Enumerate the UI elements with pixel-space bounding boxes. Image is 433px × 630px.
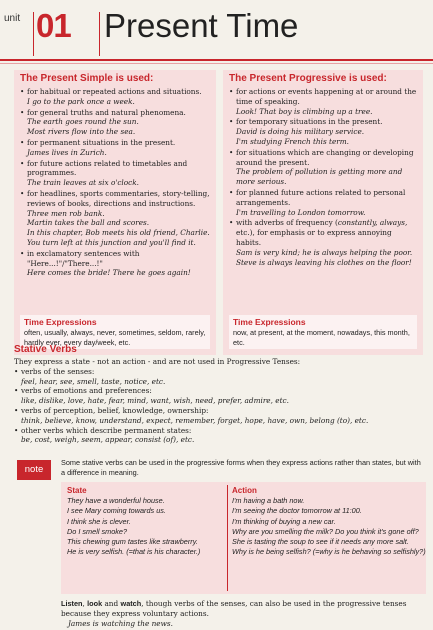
state-example: He is very selfish. (=that is his character.)	[67, 547, 201, 557]
example: Sam is very kind; he is always helping the poor.	[236, 247, 413, 257]
note-intro: Some stative verbs can be used in the progressive forms when they express actions rather than states, but with a difference in meaning.	[61, 458, 421, 477]
stative-verbs-section	[14, 344, 424, 445]
example: Steve is always leaving his clothes on the floor!	[236, 257, 412, 267]
list-item: • for headlines, sports commentaries, story-telling, reviews of books, directions and instructions. Three men rob bank. Martin takes the ball and scores. In this chapter, Bob meets his old friend, Charlie. You turn left at this junction and you'll find it.	[20, 189, 211, 248]
list-item: • for future actions related to timetables and programmes. The train leaves at six o'clock.	[20, 159, 211, 188]
example: think, believe, know, understand, expect, remember, forget, hope, have, own, belong (to), etc.	[21, 415, 369, 425]
action-example: She is tasting the soup to see if it needs any more salt.	[232, 537, 409, 547]
action-example: I'm seeing the doctor tomorrow at 11:00.	[232, 506, 362, 516]
present-simple-panel	[14, 70, 216, 355]
example: The train leaves at six o'clock.	[27, 178, 139, 188]
header-rule	[0, 59, 433, 61]
example: like, dislike, love, hate, fear, mind, want, wish, need, prefer, admire, etc.	[21, 396, 289, 406]
state-example: This chewing gum tastes like strawberry.	[67, 537, 198, 547]
present-progressive-panel	[223, 70, 423, 355]
stative-verbs-title: Stative Verbs	[14, 344, 77, 355]
state-column	[67, 485, 243, 558]
header-divider-right	[99, 12, 100, 56]
example: You turn left at this junction and you'll find it.	[27, 237, 196, 247]
time-expressions-title: Time Expressions	[233, 317, 306, 327]
example: Martin takes the ball and scores.	[27, 218, 150, 228]
action-example: Why are you smelling the milk? Do you think it's gone off?	[232, 526, 419, 536]
header-divider-left	[33, 12, 34, 56]
example: I'm travelling to London tomorrow.	[236, 207, 366, 217]
example: I go to the park once a week.	[27, 96, 135, 106]
header-rule-thin	[0, 63, 433, 64]
state-title: State	[67, 486, 87, 495]
list-item: • for habitual or repeated actions and situations. I go to the park once a week.	[20, 87, 211, 107]
example: David is doing his military service.	[236, 127, 365, 137]
time-expressions-text: often, usually, always, never, sometimes, seldom, rarely, hardly ever, every day/week, etc.	[24, 328, 206, 347]
example: The problem of pollution is getting more and more serious.	[236, 167, 403, 187]
list-item: • for permanent situations in the present. James lives in Zurich.	[20, 138, 211, 158]
example: The earth goes round the sun.	[27, 117, 139, 127]
action-example: Why is he being selfish? (=why is he behaving so selfishly?)	[232, 547, 426, 557]
example: James lives in Zurich.	[27, 147, 107, 157]
state-example: They have a wonderful house.	[67, 496, 165, 505]
page-header	[0, 0, 433, 62]
action-example: I'm having a bath now.	[232, 496, 305, 505]
unit-number: 01	[36, 7, 71, 44]
list-item: • verbs of the senses:	[14, 367, 424, 377]
present-progressive-title: The Present Progressive is used:	[229, 73, 387, 84]
present-simple-uses	[14, 87, 216, 278]
example: Most rivers flow into the sea.	[27, 127, 136, 137]
example: feel, hear, see, smell, taste, notice, etc.	[21, 376, 166, 386]
example: be, cost, weigh, seem, appear, consist (of), etc.	[21, 435, 195, 445]
state-action-table	[61, 482, 426, 594]
note-tag: note	[17, 460, 51, 480]
list-item: • for general truths and natural phenomena. The earth goes round the sun. Most rivers flow into the sea.	[20, 108, 211, 137]
list-item: • in exclamatory sentences with "Here...!"/"There...!" Here comes the bride! There he goes again!	[20, 249, 211, 278]
note-outro: Listen, look and watch, though verbs of the senses, can also be used in the progressive tenses because they express voluntary actions. James is watching the news.	[61, 599, 426, 628]
state-example: Do I smell smoke?	[67, 526, 128, 536]
state-example: I see Mary coming towards us.	[67, 506, 166, 516]
example: I'm studying French this term.	[236, 136, 350, 146]
action-example: I'm thinking of buying a new car.	[232, 516, 336, 526]
stative-intro: They express a state - not an action - and are not used in Progressive Tenses:	[14, 357, 301, 366]
action-title: Action	[232, 486, 257, 495]
page-title: Present Time	[104, 7, 299, 44]
present-progressive-uses	[223, 87, 423, 267]
example: Look! That boy is climbing up a tree.	[236, 106, 373, 116]
present-simple-title: The Present Simple is used:	[20, 73, 154, 84]
list-item: • verbs of emotions and preferences:	[14, 386, 424, 396]
note-section	[14, 458, 426, 626]
list-item: • for actions or events happening at or around the time of speaking. Look! That boy is climbing up a tree.	[229, 87, 418, 116]
example: Three men rob bank.	[27, 208, 105, 218]
unit-label: unit	[4, 13, 21, 24]
list-item: • for temporary situations in the present. David is doing his military service. I'm studying French this term.	[229, 117, 418, 146]
example: Here comes the bride! There he goes again!	[27, 268, 191, 278]
state-example: I think she is clever.	[67, 516, 131, 526]
example: In this chapter, Bob meets his old friend, Charlie.	[27, 228, 210, 238]
example: James is watching the news.	[68, 618, 173, 628]
time-expressions-text: now, at present, at the moment, nowadays, this month, etc.	[233, 328, 410, 347]
list-item: • verbs of perception, belief, knowledge, ownership:	[14, 406, 424, 416]
list-item: • for planned future actions related to personal arrangements. I'm travelling to London tomorrow.	[229, 188, 418, 217]
list-item: • with adverbs of frequency (constantly, always, etc.), for emphasis or to express annoying habits. Sam is very kind; he is always helping the poor. Steve is always leaving his clothes on the floor!	[229, 218, 418, 267]
action-column	[227, 485, 428, 591]
list-item: • other verbs which describe permanent states:	[14, 426, 424, 436]
list-item: • for situations which are changing or developing around the present. The problem of pollution is getting more and more serious.	[229, 148, 418, 187]
time-expressions-title: Time Expressions	[24, 317, 97, 327]
